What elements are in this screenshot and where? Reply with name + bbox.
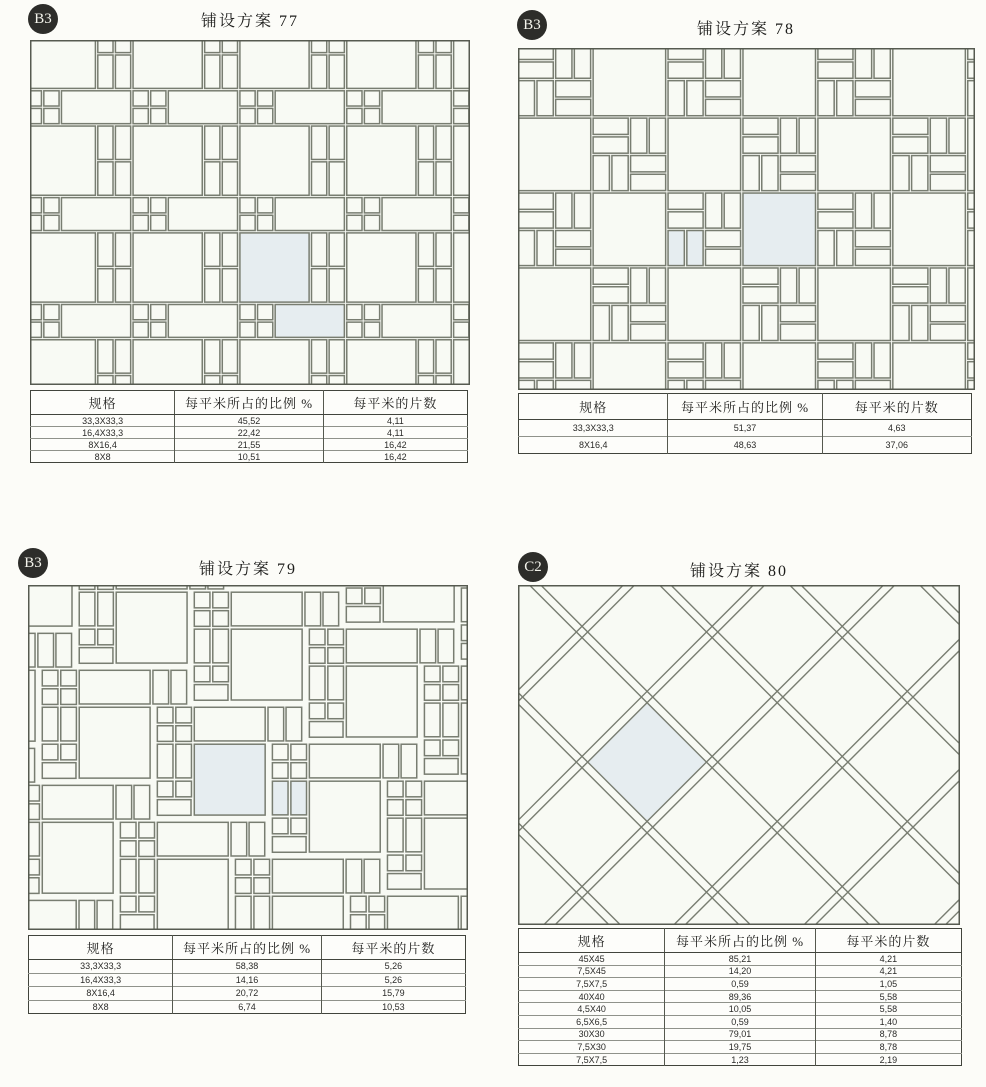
spec-cell: 8,78 [815, 1041, 961, 1054]
spec-cell: 7,5X7,5 [519, 978, 665, 991]
spec-col-header: 规格 [519, 929, 665, 953]
spec-cell: 79,01 [665, 1028, 816, 1041]
spec-cell: 19,75 [665, 1041, 816, 1054]
spec-col-header: 每平米的片数 [321, 936, 465, 960]
spec-cell: 8,78 [815, 1028, 961, 1041]
spec-cell: 58,38 [173, 960, 322, 974]
spec-cell: 89,36 [665, 990, 816, 1003]
tile-pattern-diagram [30, 40, 470, 385]
tile-pattern-diagram [28, 585, 468, 930]
spec-cell: 33,3X33,3 [29, 960, 173, 974]
spec-header-row [519, 394, 972, 420]
spec-cell: 16,4X33,3 [31, 427, 175, 439]
type-badge: C2 [518, 552, 548, 582]
spec-cell: 1,05 [815, 978, 961, 991]
spec-cell: 5,58 [815, 990, 961, 1003]
spec-cell: 6,5X6,5 [519, 1015, 665, 1028]
spec-cell: 16,42 [323, 451, 467, 463]
spec-cell: 16,42 [323, 439, 467, 451]
spec-header-row [29, 936, 466, 960]
spec-cell: 48,63 [668, 437, 822, 454]
spec-cell: 5,26 [321, 960, 465, 974]
plan-title: 铺设方案 79 [198, 561, 297, 578]
spec-cell: 33,3X33,3 [519, 420, 668, 437]
spec-cell: 7,5X45 [519, 965, 665, 978]
type-badge: B3 [18, 548, 48, 578]
plan-panel-80 [505, 548, 962, 1065]
spec-cell: 14,20 [665, 965, 816, 978]
spec-cell: 0,59 [665, 1015, 816, 1028]
spec-col-header: 规格 [31, 391, 175, 415]
plan-panel-79 [10, 548, 468, 1011]
spec-cell: 7,5X7,5 [519, 1053, 665, 1066]
spec-cell: 33,3X33,3 [31, 415, 175, 427]
spec-col-header: 每平米所占的比例 % [175, 391, 324, 415]
spec-cell: 22,42 [175, 427, 324, 439]
spec-table [518, 393, 972, 454]
spec-row [31, 439, 468, 451]
spec-cell: 5,26 [321, 973, 465, 987]
spec-cell: 4,11 [323, 415, 467, 427]
plan-title: 铺设方案 77 [200, 13, 299, 30]
spec-cell: 4,21 [815, 953, 961, 966]
spec-row [519, 1003, 962, 1016]
spec-cell: 21,55 [175, 439, 324, 451]
spec-col-header: 每平米的片数 [323, 391, 467, 415]
spec-col-header: 每平米所占的比例 % [668, 394, 822, 420]
spec-cell: 2,19 [815, 1053, 961, 1066]
spec-cell: 8X8 [29, 1000, 173, 1014]
spec-table [28, 935, 466, 1014]
spec-row [519, 990, 962, 1003]
type-badge: B3 [517, 10, 547, 40]
plan-panel-77 [18, 0, 470, 462]
spec-cell: 10,51 [175, 451, 324, 463]
spec-col-header: 规格 [29, 936, 173, 960]
spec-row [31, 451, 468, 463]
plan-title: 铺设方案 78 [696, 21, 795, 38]
spec-col-header: 规格 [519, 394, 668, 420]
spec-col-header: 每平米所占的比例 % [665, 929, 816, 953]
spec-cell: 6,74 [173, 1000, 322, 1014]
spec-cell: 8X16,4 [29, 987, 173, 1001]
plan-panel-78 [505, 0, 975, 455]
spec-cell: 51,37 [668, 420, 822, 437]
spec-cell: 45,52 [175, 415, 324, 427]
spec-row [29, 960, 466, 974]
spec-cell: 14,16 [173, 973, 322, 987]
spec-col-header: 每平米的片数 [822, 394, 972, 420]
spec-table [30, 390, 468, 463]
spec-row [519, 1053, 962, 1066]
spec-cell: 4,63 [822, 420, 972, 437]
spec-cell: 1,23 [665, 1053, 816, 1066]
spec-cell: 7,5X30 [519, 1041, 665, 1054]
spec-cell: 16,4X33,3 [29, 973, 173, 987]
tile-pattern-diagram [518, 585, 960, 925]
spec-header-row [31, 391, 468, 415]
spec-header-row [519, 929, 962, 953]
spec-row [519, 953, 962, 966]
spec-row [519, 420, 972, 437]
spec-cell: 8X16,4 [31, 439, 175, 451]
spec-row [519, 1041, 962, 1054]
spec-row [519, 978, 962, 991]
spec-row [29, 987, 466, 1001]
spec-cell: 40X40 [519, 990, 665, 1003]
spec-row [29, 973, 466, 987]
spec-cell: 1,40 [815, 1015, 961, 1028]
spec-cell: 4,21 [815, 965, 961, 978]
spec-cell: 5,58 [815, 1003, 961, 1016]
spec-row [29, 1000, 466, 1014]
spec-cell: 0,59 [665, 978, 816, 991]
spec-cell: 30X30 [519, 1028, 665, 1041]
type-badge: B3 [28, 4, 58, 34]
spec-cell: 37,06 [822, 437, 972, 454]
spec-cell: 10,53 [321, 1000, 465, 1014]
spec-col-header: 每平米的片数 [815, 929, 961, 953]
spec-cell: 8X8 [31, 451, 175, 463]
spec-row [519, 1015, 962, 1028]
spec-row [31, 427, 468, 439]
spec-cell: 85,21 [665, 953, 816, 966]
plan-title: 铺设方案 80 [689, 563, 788, 580]
spec-row [31, 415, 468, 427]
spec-cell: 45X45 [519, 953, 665, 966]
spec-row [519, 1028, 962, 1041]
spec-cell: 20,72 [173, 987, 322, 1001]
spec-cell: 15,79 [321, 987, 465, 1001]
spec-cell: 4,11 [323, 427, 467, 439]
spec-cell: 8X16,4 [519, 437, 668, 454]
spec-row [519, 437, 972, 454]
tile-pattern-diagram [518, 48, 975, 390]
spec-table [518, 928, 962, 1066]
spec-col-header: 每平米所占的比例 % [173, 936, 322, 960]
spec-cell: 4,5X40 [519, 1003, 665, 1016]
spec-row [519, 965, 962, 978]
spec-cell: 10,05 [665, 1003, 816, 1016]
